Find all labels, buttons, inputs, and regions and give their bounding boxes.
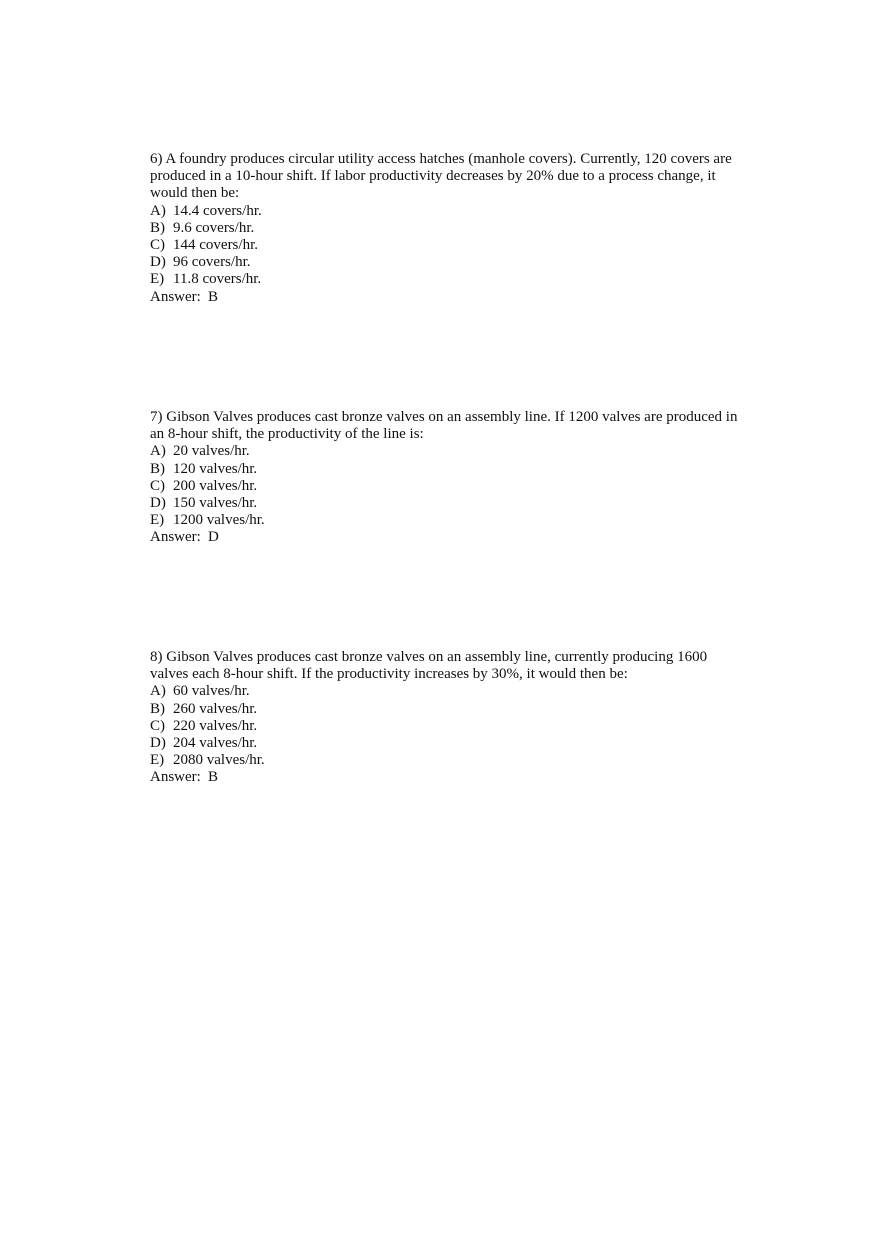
option-text: 96 covers/hr. (173, 254, 251, 271)
option-letter: E) (150, 271, 165, 288)
option-letter: D) (150, 495, 166, 512)
option-text: 120 valves/hr. (173, 460, 258, 477)
option-text: 200 valves/hr. (173, 477, 258, 494)
option-text: 204 valves/hr. (173, 735, 258, 752)
option-b (150, 701, 740, 718)
option-e (150, 752, 740, 769)
option-c (150, 478, 740, 495)
answer-value: D (208, 529, 219, 546)
option-b (150, 220, 740, 237)
option-letter: E) (150, 512, 165, 529)
option-a (150, 443, 740, 460)
answer-label: Answer: (150, 529, 201, 546)
option-text: 2080 valves/hr. (173, 752, 265, 769)
option-text: 1200 valves/hr. (173, 512, 265, 529)
answer-line (150, 769, 740, 786)
option-letter: B) (150, 219, 165, 236)
answer-line (150, 529, 740, 546)
answer-label: Answer: (150, 769, 201, 786)
option-text: 9.6 covers/hr. (173, 219, 255, 236)
question-stem: 7) Gibson Valves produces cast bronze valves on an assembly line. If 1200 valves are produced in an 8-hour shift, the productivity of the line is: (150, 409, 738, 443)
option-letter: A) (150, 202, 166, 219)
answer-label: Answer: (150, 288, 201, 305)
option-text: 11.8 covers/hr. (173, 271, 262, 288)
option-c (150, 718, 740, 735)
option-text: 60 valves/hr. (173, 683, 250, 700)
option-c (150, 237, 740, 254)
option-letter: C) (150, 717, 165, 734)
option-e (150, 512, 740, 529)
option-text: 260 valves/hr. (173, 700, 258, 717)
option-text: 144 covers/hr. (173, 237, 258, 254)
option-d (150, 495, 740, 512)
option-letter: E) (150, 752, 165, 769)
question-7 (150, 409, 740, 547)
option-text: 150 valves/hr. (173, 495, 258, 512)
question-6 (150, 151, 740, 306)
option-letter: A) (150, 683, 166, 700)
option-d (150, 735, 740, 752)
option-e (150, 271, 740, 288)
question-8 (150, 649, 740, 787)
option-text: 220 valves/hr. (173, 717, 258, 734)
option-a (150, 203, 740, 220)
option-d (150, 254, 740, 271)
option-a (150, 683, 740, 700)
answer-value: B (208, 769, 219, 786)
option-letter: C) (150, 477, 165, 494)
option-letter: D) (150, 254, 166, 271)
option-b (150, 461, 740, 478)
answer-value: B (208, 288, 219, 305)
option-letter: B) (150, 460, 165, 477)
option-text: 20 valves/hr. (173, 443, 250, 460)
question-stem: 6) A foundry produces circular utility access hatches (manhole covers). Currently, 120 covers are produced in a 10-hour shift. If labor productivity decreases by 20% due to a process change, it would then be: (150, 151, 732, 202)
question-stem: 8) Gibson Valves produces cast bronze valves on an assembly line, currently producing 1600 valves each 8-hour shift. If the productivity increases by 30%, it would then be: (150, 649, 708, 683)
option-letter: A) (150, 443, 166, 460)
option-letter: D) (150, 735, 166, 752)
option-letter: B) (150, 700, 165, 717)
option-letter: C) (150, 237, 165, 254)
option-text: 14.4 covers/hr. (173, 202, 262, 219)
answer-line (150, 289, 740, 306)
